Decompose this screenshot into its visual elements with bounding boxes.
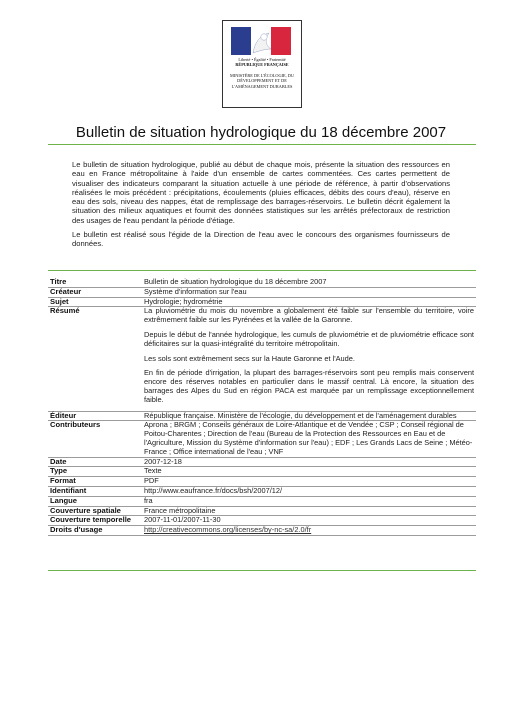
metadata-row-resume: [48, 307, 476, 411]
metadata-row-date: [48, 458, 476, 468]
metadata-value: Système d'information sur l'eau: [144, 286, 247, 296]
metadata-key: Droits d'usage: [50, 525, 103, 535]
page-title: Bulletin de situation hydrologique du 18 décembre 2007: [75, 124, 447, 141]
metadata-key: Contributeurs: [50, 420, 101, 430]
resume-paragraph: En fin de période d'irrigation, la plupart des barrages-réservoirs sont peu remplis mais conservent encore des réserves notables en particulier dans le massif central. Là encore, la situation des barrages des Alpes du Sud en région PACA est marquée par un remplissage exceptionnellement faible.: [144, 368, 474, 404]
metadata-value: Aprona ; BRGM ; Conseils généraux de Loire-Atlantique et de Vendée ; CSP ; Conseil régional de Poitou-Charentes ; Direction de l'eau (Bureau de la Protection des Ressources en Eau et de l'Agriculture, Mission du Système d'information sur l'eau) ; EDF ; Les Grands Lacs de Seine ; Météo-France ; Office international de l'eau ; VNF: [144, 420, 473, 456]
logo-republic: RÉPUBLIQUE FRANÇAISE: [235, 62, 289, 67]
metadata-key: Créateur: [50, 286, 82, 296]
metadata-key: Sujet: [50, 296, 69, 306]
title-divider: [48, 144, 476, 145]
metadata-top-divider: [48, 270, 476, 271]
resume-paragraph: Les sols sont extrêmement secs sur la Haute Garonne et l'Aude.: [144, 353, 355, 363]
metadata-value: 2007-11-01/2007-11-30: [144, 515, 221, 525]
metadata-value: fra: [144, 495, 153, 505]
resume-paragraph: La pluviométrie du mois du novembre a globalement été faible sur l'ensemble du territoire, voire extrêmement faible sur les Pyrénées et la vallée de la Garonne.: [144, 306, 474, 325]
metadata-key: Éditeur: [50, 410, 77, 420]
metadata-value: 2007-12-18: [144, 456, 182, 466]
marianne-flag-icon: [231, 27, 291, 55]
license-link[interactable]: http://creativecommons.org/licenses/by-nc-sa/2.0/fr: [144, 525, 312, 535]
metadata-value: France métropolitaine: [144, 505, 216, 515]
metadata-key: Résumé: [50, 306, 80, 316]
metadata-row-createur: [48, 288, 476, 298]
intro-paragraph: Le bulletin de situation hydrologique, publié au début de chaque mois, présente la situation des ressources en eau en France métropolitaine à l'aide d'un ensemble de cartes commentées. Ces cartes permettent de visualiser des indicateurs comparant la situation actuelle à une période de référence, à partir d'observations réalisées le mois précédent : précipitations, écoulements (pluies efficaces, débits des cours d'eau), réserve en eau des sols, niveau des nappes, état de remplissage des barrages-réservoirs. Le bulletin décrit également la situation des milieux aquatiques et fournit des données statistiques sur les arrêtés préfectoraux de restriction des usages de l'eau pendant la période d'étiage.: [72, 160, 450, 225]
intro-paragraph: Le bulletin est réalisé sous l'égide de la Direction de l'eau avec le concours des organismes fournisseurs de données.: [72, 230, 450, 249]
identifier-link[interactable]: http://www.eaufrance.fr/docs/bsh/2007/12/: [144, 485, 283, 495]
intro-text: [72, 160, 450, 254]
logo-ministry: MINISTÈRE DE L'ÉCOLOGIE, DU DÉVELOPPEMENT ET DE L'AMÉNAGEMENT DURABLES: [229, 73, 295, 89]
metadata-value: Hydrologie; hydrométrie: [144, 296, 223, 306]
ministry-logo: [222, 20, 302, 108]
resume-paragraph: Depuis le début de l'année hydrologique, les cumuls de pluviométrie et de pluviométrie efficace sont déficitaires sur la quasi-intégralité du territoire métropolitain.: [144, 329, 474, 348]
logo-motto-block: [223, 57, 301, 67]
metadata-row-contributeurs: [48, 421, 476, 457]
metadata-key: Identifiant: [50, 485, 87, 495]
metadata-value: Bulletin de situation hydrologique du 18 décembre 2007: [144, 277, 327, 286]
metadata-row-type: [48, 467, 476, 477]
metadata-value: [144, 307, 476, 410]
metadata-row-droits: [48, 526, 476, 536]
metadata-key: Date: [50, 456, 67, 466]
metadata-value: Texte: [144, 466, 162, 476]
metadata-table: [48, 278, 476, 536]
metadata-key: Format: [50, 476, 76, 486]
logo-motto: Liberté • Égalité • Fraternité: [238, 57, 286, 62]
metadata-key: Couverture temporelle: [50, 515, 132, 525]
metadata-value: PDF: [144, 476, 159, 486]
metadata-row-titre: [48, 278, 476, 288]
metadata-bottom-divider: [48, 570, 476, 571]
metadata-value: République française. Ministère de l'écologie, du développement et de l'aménagement durables: [144, 410, 457, 420]
metadata-row-identifiant: [48, 487, 476, 497]
metadata-key: Type: [50, 466, 68, 476]
metadata-key: Titre: [50, 277, 67, 286]
metadata-key: Langue: [50, 495, 78, 505]
metadata-key: Couverture spatiale: [50, 505, 121, 515]
